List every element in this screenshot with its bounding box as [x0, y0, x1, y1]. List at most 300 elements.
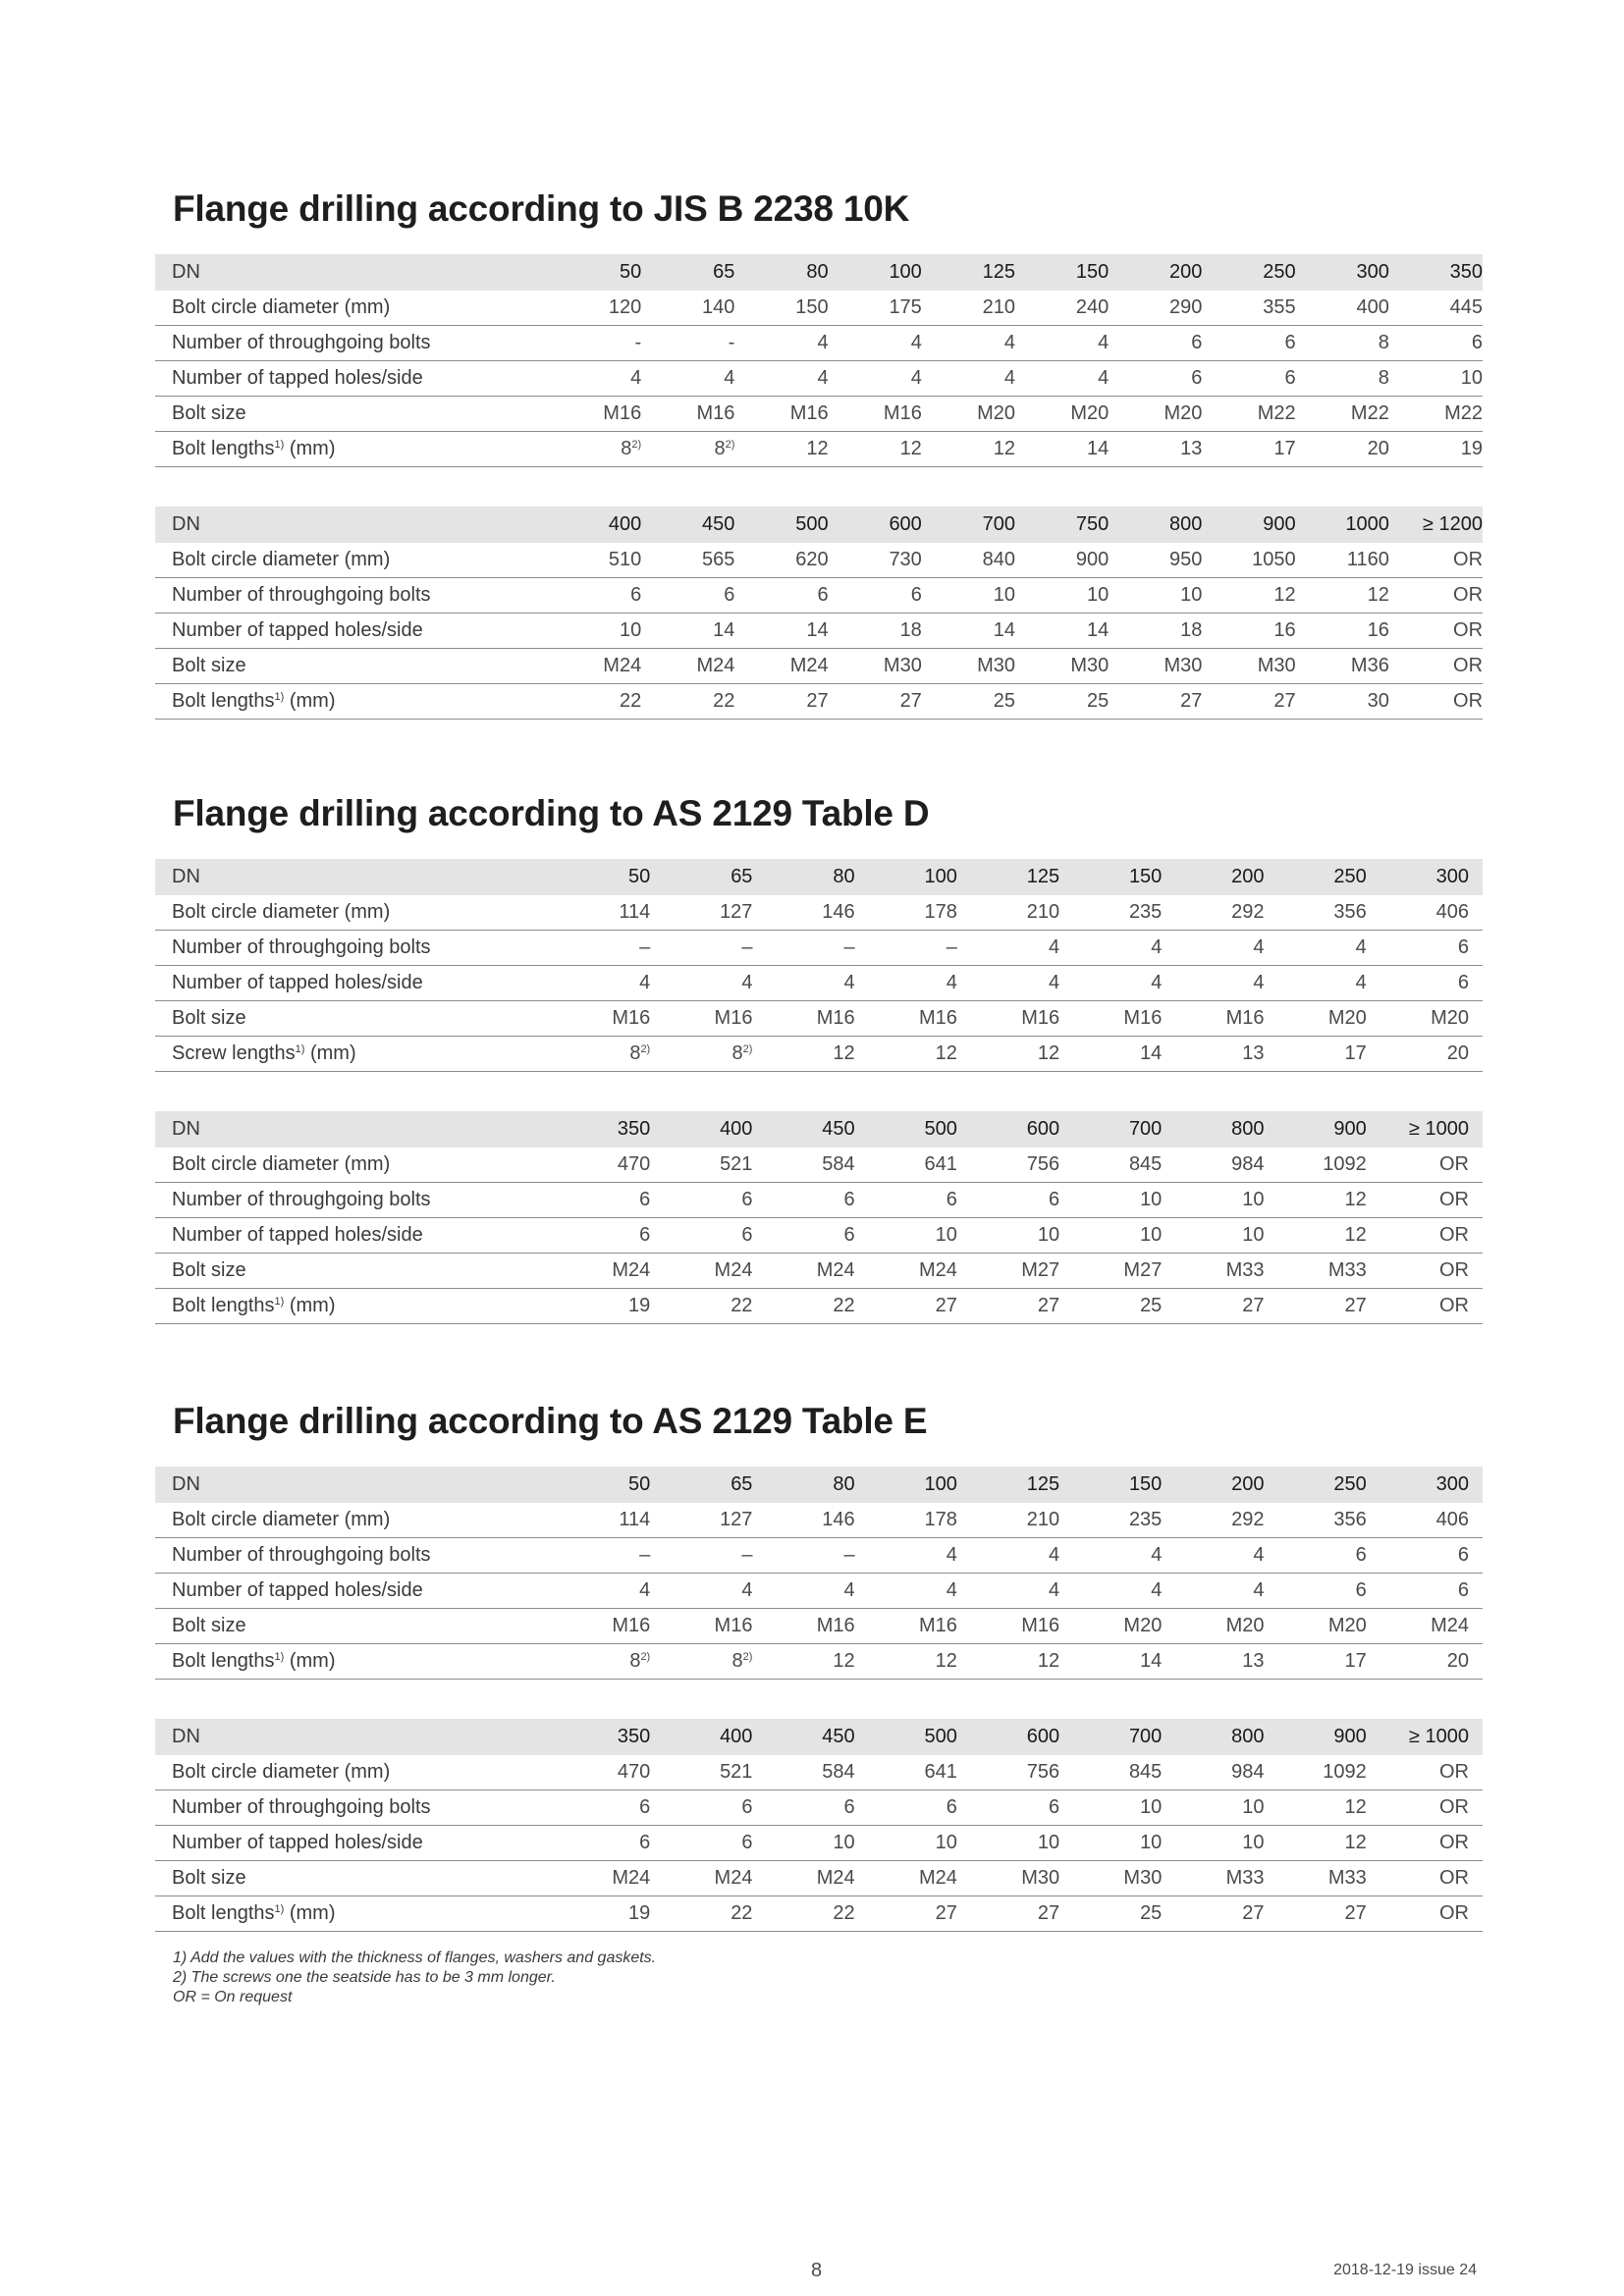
table-cell	[1162, 1509, 1264, 1531]
table-cell	[1367, 1509, 1469, 1531]
table-cell	[752, 1153, 854, 1176]
table-cell	[548, 690, 641, 713]
cell-value: 6	[639, 1224, 651, 1246]
row-label-text: Bolt circle diameter (mm)	[172, 549, 391, 570]
table-cell	[752, 1761, 854, 1784]
row-label-text: Bolt size	[172, 1259, 246, 1281]
table-cell	[1389, 367, 1483, 390]
table-cell	[752, 1650, 854, 1673]
table-cell	[548, 584, 641, 607]
cell-value: 6	[639, 1796, 651, 1818]
table-cell	[957, 1796, 1059, 1819]
table-cell	[1389, 584, 1483, 607]
table-cell	[650, 1761, 752, 1784]
row-cells	[548, 1042, 1483, 1065]
cell-value: M16	[714, 1615, 753, 1636]
cell-value: 8	[714, 438, 726, 459]
cell-value: 6	[1048, 1796, 1060, 1818]
table-cell	[1389, 655, 1483, 677]
cell-value: 6	[741, 1796, 753, 1818]
table-cell	[957, 1042, 1059, 1065]
row-cells	[548, 901, 1483, 924]
cell-value: 235	[1128, 1509, 1163, 1530]
cell-value: 12	[833, 1042, 855, 1064]
table-cell	[855, 1224, 957, 1247]
cell-value: 14	[806, 619, 829, 641]
cell-value: 6	[910, 584, 922, 606]
header-label: DN	[172, 261, 200, 283]
cell-value: 6	[1457, 936, 1469, 958]
cell-value: 6	[946, 1189, 957, 1210]
footnote-ref: 1)	[274, 1651, 285, 1663]
table-cell	[548, 972, 650, 994]
table-cell	[957, 1650, 1059, 1673]
footnote-ref: 2)	[742, 1651, 753, 1663]
cell-value: 4	[1048, 1544, 1060, 1566]
table-cell	[548, 1224, 650, 1247]
cell-value: 4	[724, 367, 735, 389]
row-label-text: Bolt lengths	[172, 1650, 275, 1672]
cell-value: –	[843, 936, 855, 958]
row-label	[155, 1579, 548, 1602]
table-cell	[1265, 1042, 1367, 1065]
cell-value: M30	[977, 655, 1016, 676]
table-row	[155, 1538, 1483, 1574]
row-label-text: Bolt size	[172, 1007, 246, 1029]
cell-value: 18	[899, 619, 922, 641]
cell-value: 10	[833, 1832, 855, 1853]
cell-value: M33	[1327, 1867, 1367, 1889]
table-cell	[1162, 936, 1264, 959]
section-title: Flange drilling according to JIS B 2238 10K	[173, 188, 910, 229]
table-cell	[855, 936, 957, 959]
table-cell	[548, 619, 641, 642]
cell-value: M30	[883, 655, 922, 676]
cell-value: M24	[918, 1259, 957, 1281]
cell-value: 4	[639, 1579, 651, 1601]
table-row	[155, 931, 1483, 966]
table-cell	[1265, 1650, 1367, 1673]
table-cell	[855, 1544, 957, 1567]
cell-value: 4	[1098, 367, 1110, 389]
row-label-text: Number of tapped holes/side	[172, 972, 423, 993]
cell-value: M20	[1123, 1615, 1163, 1636]
header-cell: 600	[889, 513, 922, 535]
table-cell	[1059, 1259, 1162, 1282]
table-row	[155, 1503, 1483, 1538]
table-cell	[1265, 901, 1367, 924]
cell-value: OR	[1438, 1832, 1469, 1853]
table-cell	[957, 1832, 1059, 1854]
header-cell: 100	[924, 1473, 957, 1495]
cell-value: 8	[1378, 332, 1389, 353]
table-cell	[650, 1189, 752, 1211]
table-cell	[1059, 972, 1162, 994]
table-cell	[641, 438, 734, 460]
header-cell: 400	[720, 1726, 753, 1747]
cell-value: –	[639, 936, 651, 958]
table-cell	[1265, 1579, 1367, 1602]
cell-value: M22	[1350, 402, 1389, 424]
table-row	[155, 1148, 1483, 1183]
cell-value: 4	[639, 972, 651, 993]
cell-value: OR	[1453, 549, 1484, 570]
table-cell	[650, 1579, 752, 1602]
cell-value: M33	[1225, 1867, 1265, 1889]
table-cell	[1162, 1832, 1264, 1854]
header-cell: 350	[617, 1118, 651, 1140]
cell-value: 20	[1367, 438, 1389, 459]
table-cell	[650, 1509, 752, 1531]
cell-value: M22	[1444, 402, 1484, 424]
table-cell	[855, 1615, 957, 1637]
header-cell: 50	[627, 1473, 651, 1495]
table-cell	[1202, 655, 1295, 677]
table-row	[155, 1183, 1483, 1218]
cell-value: M24	[714, 1867, 753, 1889]
row-label	[155, 1650, 548, 1673]
cell-value: 845	[1128, 1153, 1163, 1175]
table-cell	[650, 1832, 752, 1854]
table-cell	[734, 619, 828, 642]
cell-value: 4	[1253, 1544, 1265, 1566]
cell-value: 20	[1446, 1650, 1469, 1672]
table-cell	[752, 1796, 854, 1819]
cell-value: M24	[816, 1867, 855, 1889]
cell-value: 840	[982, 549, 1016, 570]
table-cell	[1109, 584, 1202, 607]
cell-value: M24	[789, 655, 829, 676]
row-cells	[548, 1224, 1483, 1247]
cell-value: 10	[1140, 1224, 1163, 1246]
cell-value: 12	[1037, 1042, 1060, 1064]
row-cells	[548, 1650, 1483, 1673]
cell-value: 6	[741, 1832, 753, 1853]
table-cell	[922, 296, 1015, 319]
header-cell: 125	[982, 261, 1016, 283]
cell-value: 10	[1460, 367, 1484, 389]
cell-value: 12	[1344, 1832, 1367, 1853]
table-cell	[1059, 1902, 1162, 1925]
header-cell: 500	[924, 1726, 957, 1747]
cell-value: 25	[1140, 1902, 1163, 1924]
footnote: 1) Add the values with the thickness of flanges, washers and gaskets.	[173, 1949, 657, 1966]
row-label-text: Bolt lengths	[172, 690, 275, 712]
table	[155, 254, 1483, 467]
header-cells	[548, 261, 1483, 284]
table-row	[155, 543, 1483, 578]
row-label-text: Bolt circle diameter (mm)	[172, 1509, 391, 1530]
cell-value: 984	[1231, 1153, 1265, 1175]
table-cell	[1367, 1650, 1469, 1673]
row-label	[155, 1189, 548, 1211]
table-cell	[548, 1796, 650, 1819]
cell-value: 521	[720, 1761, 753, 1783]
table-cell	[957, 1579, 1059, 1602]
table-row	[155, 966, 1483, 1001]
table-row	[155, 1001, 1483, 1037]
cell-value: 6	[1471, 332, 1484, 353]
table-cell	[922, 332, 1015, 354]
cell-value: 140	[702, 296, 735, 318]
cell-value: 114	[619, 901, 651, 923]
section-title: Flange drilling according to AS 2129 Table E	[173, 1401, 928, 1441]
cell-value: 25	[1140, 1295, 1163, 1316]
header-cell: 800	[1231, 1118, 1265, 1140]
table-cell	[650, 1224, 752, 1247]
cell-value: 4	[1253, 972, 1265, 993]
cell-value: M16	[918, 1007, 957, 1029]
cell-value: 10	[1140, 1189, 1163, 1210]
table-cell	[1202, 438, 1295, 460]
cell-value: 22	[731, 1902, 753, 1924]
row-label-text: Number of tapped holes/side	[172, 1579, 423, 1601]
table-cell	[1059, 1579, 1162, 1602]
table-cell	[1109, 655, 1202, 677]
cell-value: 25	[993, 690, 1016, 712]
table-row	[155, 1289, 1483, 1324]
cell-value: 127	[720, 901, 753, 923]
cell-value: 4	[817, 367, 829, 389]
cell-value: OR	[1438, 1867, 1469, 1889]
header-cell: 700	[1128, 1726, 1163, 1747]
cell-value: M20	[977, 402, 1016, 424]
table-cell	[957, 936, 1059, 959]
row-cells	[548, 936, 1483, 959]
header-cell: 300	[1435, 866, 1469, 887]
table-cell	[957, 972, 1059, 994]
table-cell	[1265, 1509, 1367, 1531]
table-cell	[1367, 936, 1469, 959]
table-cell	[1265, 1007, 1367, 1030]
row-cells	[548, 1832, 1483, 1854]
cell-value: M36	[1350, 655, 1389, 676]
row-label	[155, 936, 548, 959]
cell-value: 4	[1048, 1579, 1060, 1601]
cell-value: 641	[924, 1153, 957, 1175]
cell-value: 27	[1037, 1902, 1060, 1924]
cell-value: 27	[1344, 1902, 1367, 1924]
cell-value: M30	[1021, 1867, 1060, 1889]
table-header-row	[155, 859, 1483, 895]
table-cell	[1367, 1832, 1469, 1854]
row-cells	[548, 1509, 1483, 1531]
table-cell	[1059, 1867, 1162, 1890]
cell-value: 6	[817, 584, 829, 606]
table-cell	[1296, 367, 1389, 390]
cell-value: M24	[612, 1259, 651, 1281]
row-cells	[548, 1615, 1483, 1637]
table-cell	[1367, 1615, 1469, 1637]
table-cell	[734, 367, 828, 390]
cell-value: 8	[731, 1042, 743, 1064]
row-label	[155, 367, 548, 390]
table-cell	[641, 332, 734, 354]
table-cell	[548, 402, 641, 425]
cell-value: M30	[1257, 655, 1296, 676]
header-cell: 400	[720, 1118, 753, 1140]
cell-value: 4	[946, 1544, 957, 1566]
cell-value: 14	[993, 619, 1016, 641]
table-cell	[1265, 1295, 1367, 1317]
cell-value: M16	[816, 1007, 855, 1029]
table-cell	[1059, 1509, 1162, 1531]
row-cells	[548, 1544, 1483, 1567]
table-cell	[957, 1153, 1059, 1176]
cell-value: 6	[1284, 332, 1296, 353]
table-cell	[1162, 1615, 1264, 1637]
cell-value: M20	[1431, 1007, 1469, 1029]
cell-value: 4	[1253, 1579, 1265, 1601]
table-cell	[1296, 438, 1389, 460]
header-label: DN	[172, 1118, 200, 1140]
cell-value: 8	[629, 1042, 641, 1064]
cell-value: 210	[1026, 901, 1060, 923]
table-cell	[1109, 296, 1202, 319]
cell-value: OR	[1453, 655, 1484, 676]
table-header-row	[155, 1719, 1483, 1755]
cell-value: OR	[1438, 1153, 1469, 1175]
table-cell	[1265, 1615, 1367, 1637]
cell-value: 10	[1140, 1796, 1163, 1818]
table-cell	[957, 1509, 1059, 1531]
table-cell	[752, 972, 854, 994]
cell-value: 984	[1231, 1761, 1265, 1783]
table-cell	[1265, 1224, 1367, 1247]
table-cell	[752, 1615, 854, 1637]
header-label: DN	[172, 513, 200, 535]
header-cell: 150	[1128, 866, 1163, 887]
row-label-unit: (mm)	[284, 1650, 336, 1672]
cell-value: 10	[1242, 1189, 1265, 1210]
row-label-text: Number of tapped holes/side	[172, 1832, 423, 1853]
cell-value: M16	[816, 1615, 855, 1636]
cell-value: 4	[1151, 1544, 1163, 1566]
table-cell	[548, 367, 641, 390]
table-cell	[1059, 1650, 1162, 1673]
table-cell	[855, 1007, 957, 1030]
row-label	[155, 1224, 548, 1247]
table-cell	[548, 655, 641, 677]
row-cells	[548, 619, 1483, 642]
cell-value: M20	[1164, 402, 1203, 424]
table-cell	[1296, 402, 1389, 425]
cell-value: 22	[833, 1902, 855, 1924]
cell-value: 22	[833, 1295, 855, 1316]
table-cell	[1202, 296, 1295, 319]
table-cell	[650, 1153, 752, 1176]
cell-value: 756	[1026, 1761, 1060, 1783]
table-cell	[855, 1796, 957, 1819]
table-cell	[650, 1796, 752, 1819]
cell-value: 10	[1086, 584, 1110, 606]
table-row	[155, 1826, 1483, 1861]
table-cell	[1109, 332, 1202, 354]
table-cell	[752, 1832, 854, 1854]
header-cell: 80	[833, 866, 855, 887]
cell-value: 25	[1086, 690, 1110, 712]
header-cell: 250	[1333, 866, 1367, 887]
table-cell	[1015, 549, 1109, 571]
table-cell	[548, 1509, 650, 1531]
table-cell	[548, 549, 641, 571]
table-cell	[829, 690, 922, 713]
table-cell	[548, 1761, 650, 1784]
cell-value: 19	[627, 1295, 651, 1316]
table-cell	[1015, 332, 1109, 354]
cell-value: 8	[1378, 367, 1389, 389]
table-header-row	[155, 1467, 1483, 1503]
table-cell	[1367, 1902, 1469, 1925]
table-row	[155, 1609, 1483, 1644]
cell-value: –	[741, 1544, 753, 1566]
cell-value: M30	[1164, 655, 1203, 676]
table-cell	[957, 1224, 1059, 1247]
table-cell	[1367, 1579, 1469, 1602]
cell-value: 12	[1344, 1796, 1367, 1818]
cell-value: 10	[935, 1224, 957, 1246]
table-cell	[752, 901, 854, 924]
table-cell	[1162, 1796, 1264, 1819]
cell-value: 6	[724, 584, 735, 606]
cell-value: 1160	[1346, 549, 1389, 570]
footnote-ref: 2)	[725, 439, 735, 451]
cell-value: 521	[720, 1153, 753, 1175]
cell-value: 6	[1355, 1579, 1367, 1601]
row-label	[155, 1761, 548, 1784]
header-label: DN	[172, 1726, 200, 1747]
table-cell	[548, 1650, 650, 1673]
table-cell	[957, 901, 1059, 924]
table-cell	[922, 367, 1015, 390]
cell-value: 12	[1273, 584, 1296, 606]
table-cell	[1202, 367, 1295, 390]
table-row	[155, 432, 1483, 467]
table-cell	[829, 584, 922, 607]
row-cells	[548, 1796, 1483, 1819]
cell-value: 22	[731, 1295, 753, 1316]
table-row	[155, 397, 1483, 432]
table-cell	[1015, 619, 1109, 642]
cell-value: 146	[822, 901, 855, 923]
table-cell	[855, 972, 957, 994]
table-cell	[1265, 1761, 1367, 1784]
cell-value: 900	[1075, 549, 1110, 570]
table-cell	[1015, 655, 1109, 677]
row-label	[155, 1509, 548, 1531]
table-cell	[1059, 1615, 1162, 1637]
table	[155, 1111, 1483, 1324]
cell-value: 6	[1457, 972, 1469, 993]
table-row	[155, 649, 1483, 684]
cell-value: 6	[741, 1224, 753, 1246]
row-label-text: Bolt size	[172, 1615, 246, 1636]
table-cell	[855, 1259, 957, 1282]
row-label	[155, 1259, 548, 1282]
table-cell	[1367, 1867, 1469, 1890]
cell-value: OR	[1438, 1224, 1469, 1246]
table-cell	[855, 1189, 957, 1211]
row-label-text: Bolt size	[172, 1867, 246, 1889]
table-cell	[734, 690, 828, 713]
table-cell	[855, 1761, 957, 1784]
cell-value: 950	[1169, 549, 1203, 570]
cell-value: 4	[946, 1579, 957, 1601]
cell-value: M16	[612, 1615, 651, 1636]
cell-value: 400	[1356, 296, 1389, 318]
row-label-text: Screw lengths	[172, 1042, 296, 1064]
header-cell: 100	[889, 261, 922, 283]
